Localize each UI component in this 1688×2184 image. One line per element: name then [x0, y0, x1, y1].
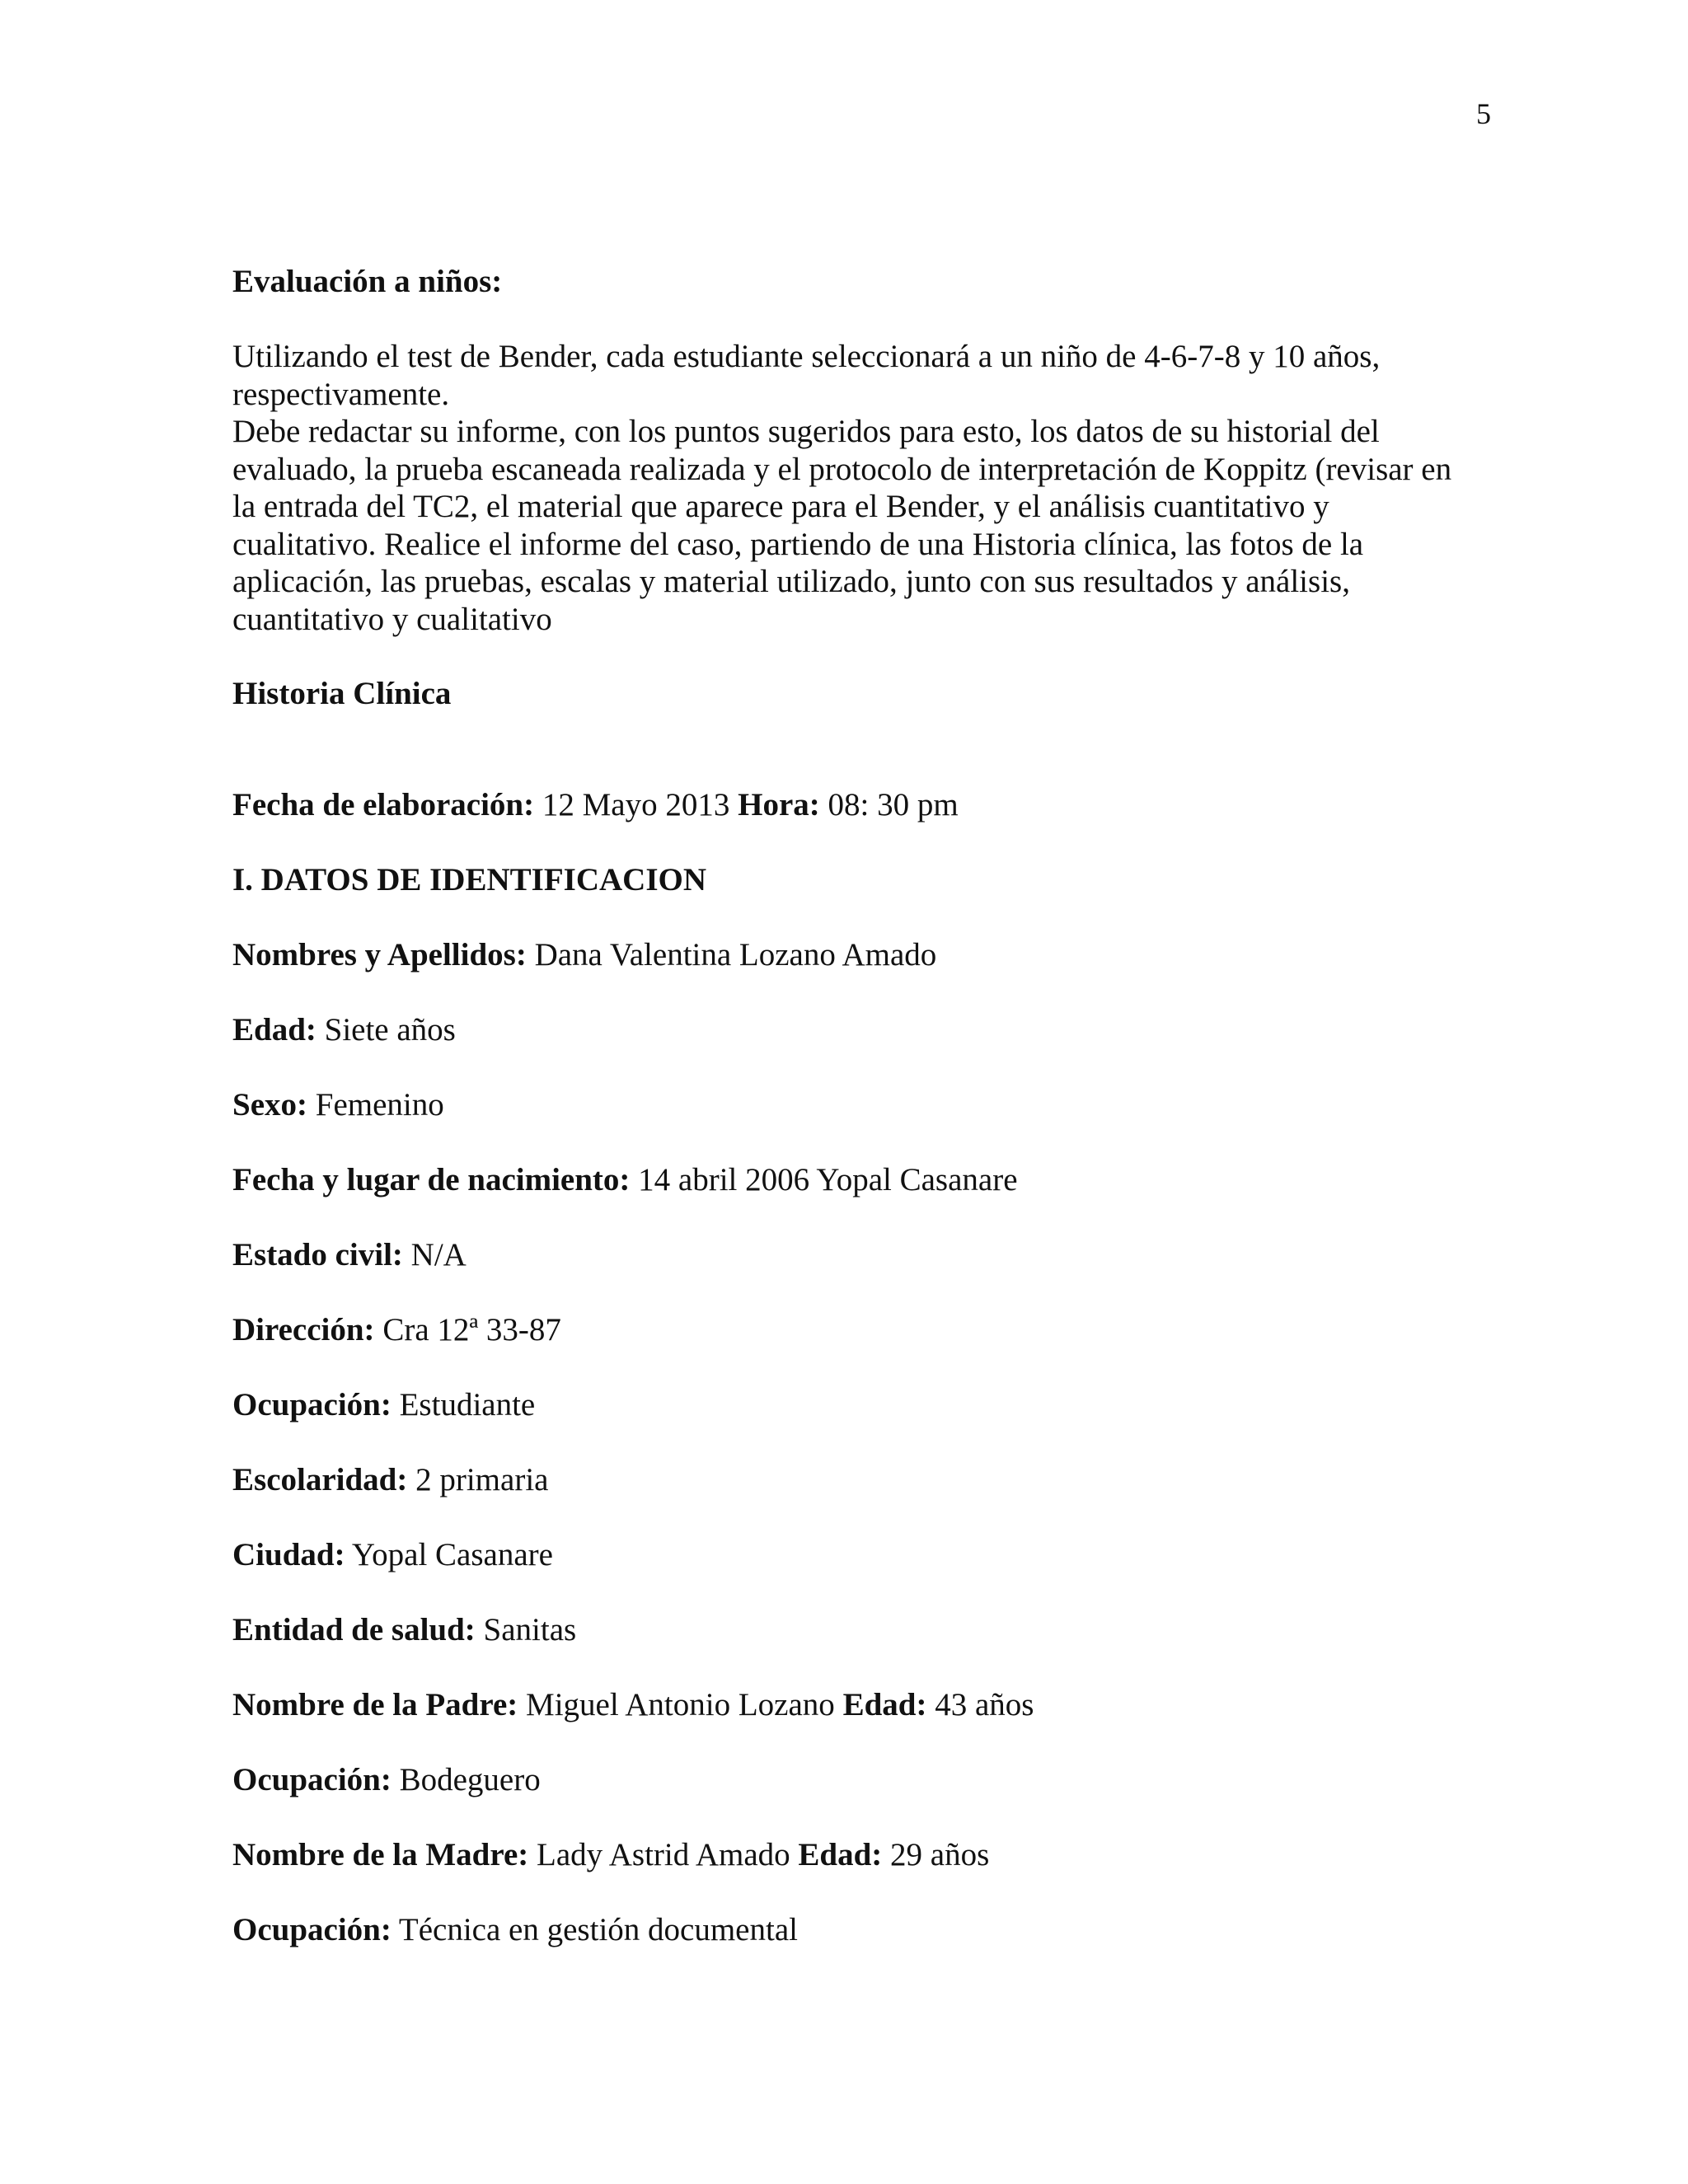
birth-row	[232, 1162, 1485, 1198]
date-label: Fecha de elaboración:	[232, 787, 535, 823]
intro-paragraph	[232, 338, 1485, 638]
intro-line: Utilizando el test de Bender, cada estudiante seleccionará a un niño de 4-6-7-8 y 10 años,	[232, 339, 1381, 374]
age-row	[232, 1012, 1485, 1048]
school-value: 2 primaria	[415, 1462, 549, 1497]
father-occupation-value: Bodeguero	[399, 1762, 541, 1797]
mother-occupation-value: Técnica en gestión documental	[398, 1912, 798, 1947]
clinical-history-heading: Historia Clínica	[232, 676, 452, 711]
name-label: Nombres y Apellidos:	[232, 937, 527, 972]
mother-age-value: 29 años	[890, 1837, 990, 1872]
occupation-label: Ocupación:	[232, 1387, 392, 1422]
father-value: Miguel Antonio Lozano	[526, 1687, 835, 1722]
age-value: Siete años	[324, 1012, 456, 1047]
school-label: Escolaridad:	[232, 1462, 408, 1497]
intro-line: Debe redactar su informe, con los puntos sugeridos para esto, los datos de su historial del	[232, 414, 1380, 449]
father-label: Nombre de la Padre:	[232, 1687, 518, 1722]
mother-occupation-label: Ocupación:	[232, 1912, 392, 1947]
father-row	[232, 1687, 1485, 1723]
address-row	[232, 1312, 1485, 1348]
name-row	[232, 937, 1485, 973]
father-occupation-label: Ocupación:	[232, 1762, 392, 1797]
section-heading-children: Evaluación a niños:	[232, 264, 503, 299]
address-value: Cra 12ª 33-87	[382, 1312, 561, 1347]
time-value: 08: 30 pm	[828, 787, 959, 823]
date-value: 12 Mayo 2013	[542, 787, 730, 823]
sex-label: Sexo:	[232, 1087, 307, 1122]
address-label: Dirección:	[232, 1312, 375, 1347]
intro-line: cuantitativo y cualitativo	[232, 601, 552, 637]
time-label: Hora:	[738, 787, 820, 823]
intro-line: respectivamente.	[232, 376, 450, 412]
name-value: Dana Valentina Lozano Amado	[534, 937, 937, 972]
father-age-label: Edad:	[842, 1687, 927, 1722]
intro-line: aplicación, las pruebas, escalas y material utilizado, junto con sus resultados y análisis,	[232, 564, 1350, 599]
intro-line: cualitativo. Realice el informe del caso, partiendo de una Historia clínica, las fotos de la	[232, 526, 1364, 562]
elaboration-date-row	[232, 787, 1485, 823]
mother-row	[232, 1837, 1485, 1873]
sex-row	[232, 1087, 1485, 1123]
occupation-value: Estudiante	[399, 1387, 536, 1422]
city-label: Ciudad:	[232, 1537, 345, 1572]
identification-heading: I. DATOS DE IDENTIFICACION	[232, 862, 707, 898]
health-label: Entidad de salud:	[232, 1612, 476, 1647]
occupation-row	[232, 1387, 1485, 1423]
mother-age-label: Edad:	[798, 1837, 883, 1872]
age-label: Edad:	[232, 1012, 316, 1047]
schooling-row	[232, 1462, 1485, 1498]
page-number: 5	[1476, 97, 1491, 130]
city-value: Yopal Casanare	[351, 1537, 553, 1572]
civil-value: N/A	[410, 1237, 467, 1272]
birth-value: 14 abril 2006 Yopal Casanare	[638, 1162, 1018, 1197]
father-occupation-row	[232, 1762, 1485, 1798]
father-age-value: 43 años	[935, 1687, 1034, 1722]
civil-status-row	[232, 1237, 1485, 1273]
civil-label: Estado civil:	[232, 1237, 403, 1272]
birth-label: Fecha y lugar de nacimiento:	[232, 1162, 631, 1197]
city-row	[232, 1537, 1485, 1573]
health-entity-row	[232, 1612, 1485, 1648]
document-body	[232, 264, 1485, 1948]
intro-line: evaluado, la prueba escaneada realizada y el protocolo de interpretación de Koppitz (revisar en	[232, 451, 1452, 487]
intro-line: la entrada del TC2, el material que aparece para el Bender, y el análisis cuantitativo y	[232, 489, 1329, 524]
mother-occupation-row	[232, 1912, 1485, 1948]
health-value: Sanitas	[483, 1612, 577, 1647]
mother-label: Nombre de la Madre:	[232, 1837, 529, 1872]
sex-value: Femenino	[315, 1087, 444, 1122]
mother-value: Lady Astrid Amado	[537, 1837, 790, 1872]
